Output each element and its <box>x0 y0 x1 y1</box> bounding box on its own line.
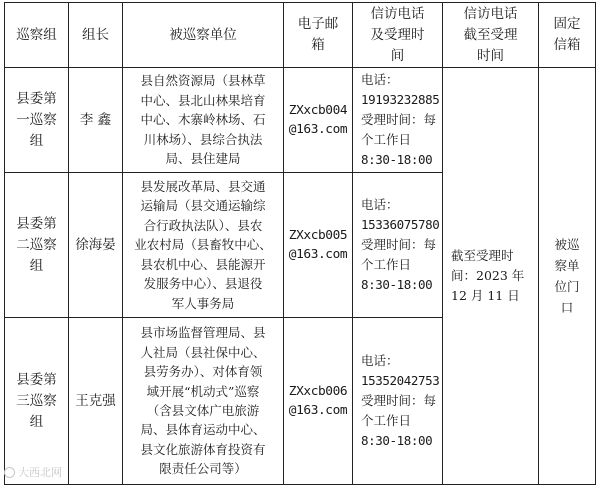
watermark-logo-icon <box>4 467 15 478</box>
mailbox-cell: 被巡 察单 位门 口 <box>539 68 596 485</box>
header-leader: 组长 <box>69 3 123 68</box>
phone-cell: 电话： 19193232885 受理时间：每 个工作日 8:30-18:00 <box>353 68 443 173</box>
inspection-schedule-table <box>4 2 596 485</box>
table-row <box>5 68 596 173</box>
group-cell: 县委第 一巡察 组 <box>5 68 69 173</box>
units-cell: 县发展改革局、县交通 运输局（县交通运输综 合行政执法队）、县农 业农村局（县畜牧中心、 县农机中心、县能源开 发服务中心）、县退役 军人事务局 <box>123 173 284 318</box>
header-row <box>5 3 596 68</box>
watermark-text: 大西北网 <box>18 466 62 479</box>
phone-cell: 电话： 15352042753 受理时间：每 个工作日 8:30-18:00 <box>353 318 443 485</box>
leader-cell: 徐海晏 <box>69 173 123 318</box>
header-units: 被巡察单位 <box>123 3 284 68</box>
group-cell: 县委第 二巡察 组 <box>5 173 69 318</box>
header-phone: 信访电话 及受理时 间 <box>353 3 443 68</box>
phone-cell: 电话： 15336075780 受理时间：每 个工作日 8:30-18:00 <box>353 173 443 318</box>
email-cell: ZXxcb004 @163.com <box>284 68 353 173</box>
header-email: 电子邮 箱 <box>284 3 353 68</box>
header-group: 巡察组 <box>5 3 69 68</box>
group-cell: 县委第 三巡察 组 <box>5 318 69 485</box>
units-cell: 县市场监督管理局、县 人社局（县社保中心、 县劳务办）、对体育领 域开展“机动式”巡察 （含县文体广电旅游 局、县体育运动中心、 县文化旅游体育投资有 限责任公司等） <box>123 318 284 485</box>
leader-cell: 王克强 <box>69 318 123 485</box>
units-cell: 县自然资源局（县林草 中心、县北山林果培育 中心、木寨岭林场、石 川林场）、县综合执法 局、县住建局 <box>123 68 284 173</box>
header-deadline: 信访电话 截至受理 时间 <box>443 3 539 68</box>
watermark <box>4 464 62 480</box>
header-mailbox: 固定 信箱 <box>539 3 596 68</box>
email-cell: ZXxcb006 @163.com <box>284 318 353 485</box>
email-cell: ZXxcb005 @163.com <box>284 173 353 318</box>
deadline-cell: 截至受理时 间：2023 年 12 月 11 日 <box>443 68 539 485</box>
leader-cell: 李 鑫 <box>69 68 123 173</box>
